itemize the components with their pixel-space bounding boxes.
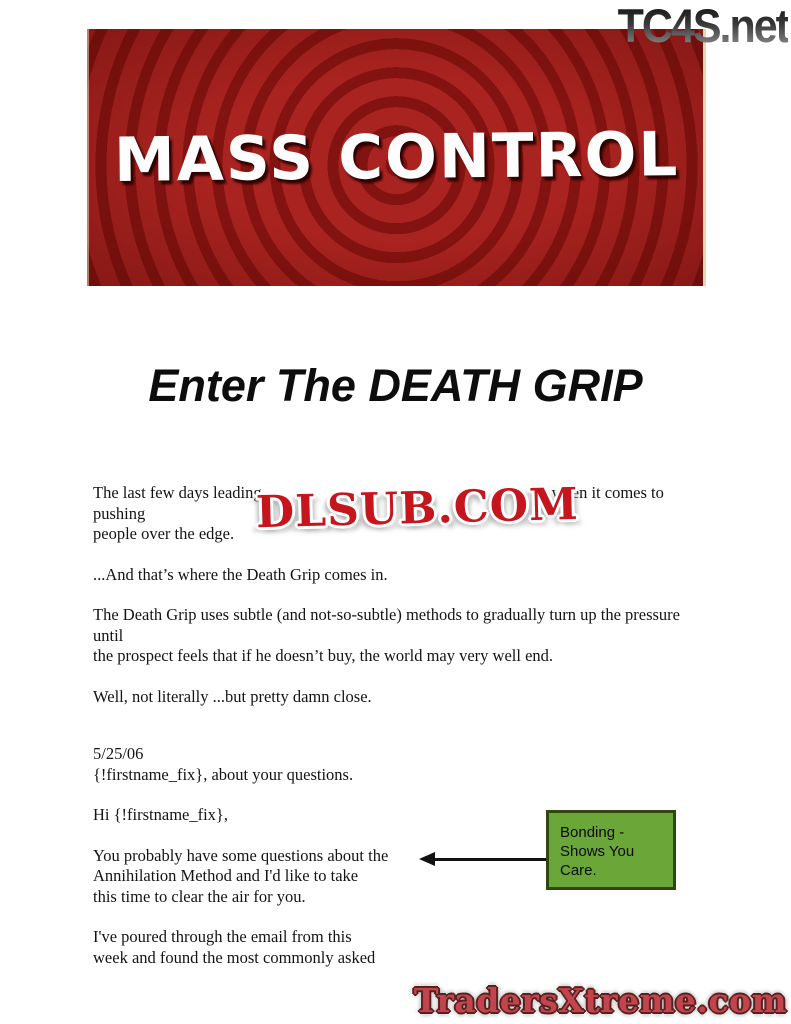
paragraph-4: Well, not literally ...but pretty damn close. — [93, 686, 372, 706]
paragraph-3 — [93, 605, 713, 667]
tc4s-watermark: TC4S.net — [617, 0, 788, 53]
para5-line2: Annihilation Method and I'd like to take — [93, 866, 359, 885]
para5-line3: this time to clear the air for you. — [93, 886, 306, 906]
mass-control-banner — [87, 29, 706, 286]
date-subject-block — [93, 744, 713, 785]
para6-line1: I've poured through the email from this — [93, 927, 352, 946]
para1-line2: people over the edge. — [93, 524, 235, 543]
page-title: Enter The DEATH GRIP — [148, 360, 643, 411]
date-text: 5/25/06 — [93, 744, 144, 763]
dlsub-watermark: DLSUB.COM — [255, 478, 580, 539]
para5-line1: You probably have some questions about the — [93, 845, 389, 865]
bonding-callout-box — [546, 810, 676, 890]
letter-body — [93, 483, 713, 988]
greeting: Hi {!firstname_fix}, — [93, 805, 228, 824]
callout-line1: Bonding - — [560, 824, 625, 841]
para6-line2: week and found the most commonly asked — [93, 947, 376, 967]
callout-arrow-line — [433, 858, 546, 861]
tradersxtreme-watermark: TradersXtreme.com — [413, 981, 787, 1020]
para3-line2: the prospect feels that if he doesn’t buy, the world may very well end. — [93, 646, 554, 665]
para1-line1-right: when it comes to pushing — [93, 483, 664, 523]
subject-line: {!firstname_fix}, about your questions. — [93, 764, 354, 784]
para3-line1: The Death Grip uses subtle (and not-so-subtle) methods to gradually turn up the pressure until — [93, 605, 680, 645]
paragraph-2: ...And that’s where the Death Grip comes in. — [93, 564, 388, 584]
callout-arrow-head-icon — [419, 852, 435, 866]
callout-line2: Shows You — [560, 843, 635, 860]
callout-line3: Care. — [560, 862, 597, 879]
paragraph-6 — [93, 927, 713, 968]
para1-line1-left: The last few days leading — [93, 483, 262, 502]
banner-title: MASS CONTROL — [113, 119, 680, 196]
